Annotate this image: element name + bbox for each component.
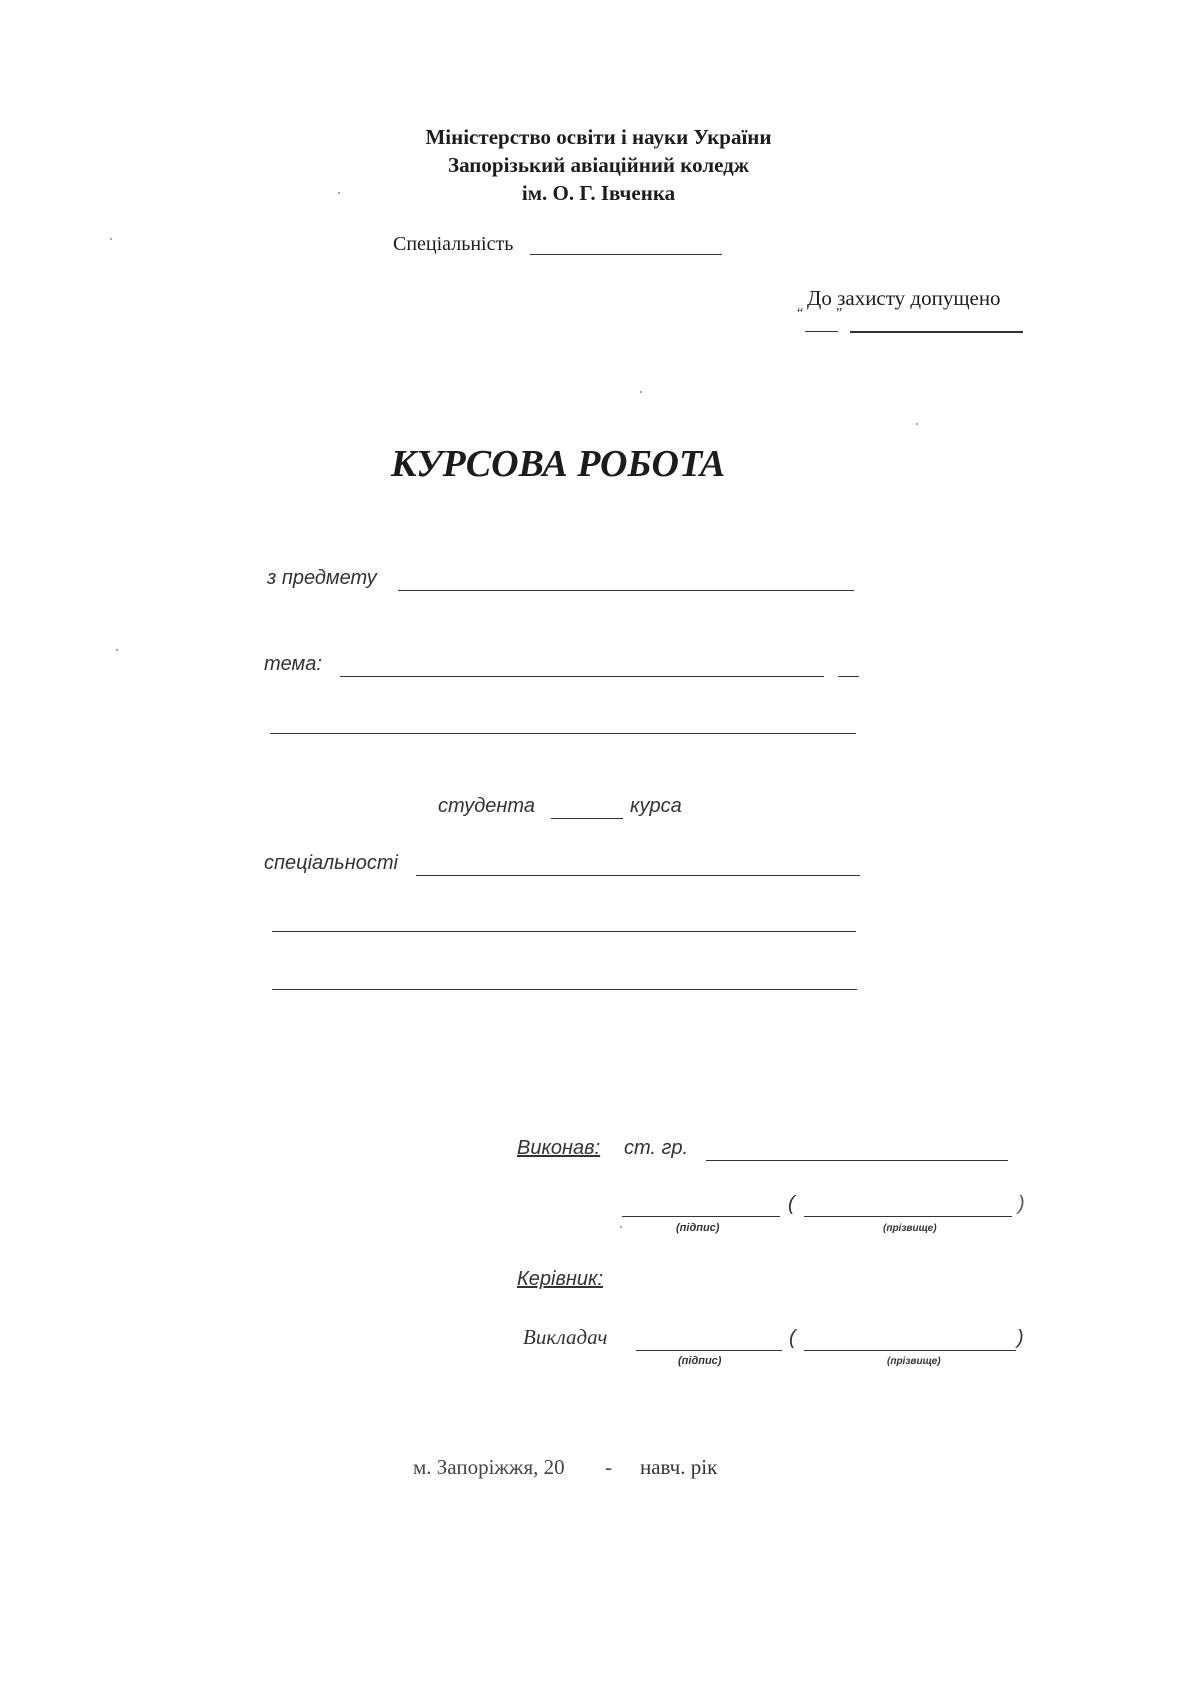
student-signature-caption: (підпис) <box>676 1222 720 1234</box>
specialty-label: Спеціальність <box>393 233 514 255</box>
footer-academic-year: навч. рік <box>640 1455 718 1479</box>
specialty-input-line[interactable] <box>530 254 722 255</box>
teacher-surname-caption: (прізвище) <box>887 1356 941 1367</box>
student-specialty-label: спеціальності <box>264 852 398 874</box>
admission-quote-close: ” <box>836 306 843 321</box>
group-input-line[interactable] <box>706 1160 1008 1161</box>
topic-label: тема: <box>264 653 322 675</box>
college-named-after: ім. О. Г. Івченка <box>521 181 676 205</box>
teacher-surname-line[interactable] <box>804 1350 1016 1351</box>
student-specialty-line-2[interactable] <box>272 931 856 932</box>
teacher-label: Викладач <box>523 1325 608 1349</box>
admission-quote-open: “ <box>797 306 804 321</box>
admission-label: До захисту допущено <box>807 286 1001 310</box>
footer-dash: - <box>605 1455 612 1479</box>
scan-speck <box>116 649 118 651</box>
admission-day-line[interactable] <box>805 331 838 332</box>
student-surname-line[interactable] <box>804 1216 1012 1217</box>
student-paren-open: ( <box>788 1193 795 1215</box>
teacher-paren-open: ( <box>789 1327 796 1349</box>
scan-speck <box>916 423 918 425</box>
student-specialty-line-3[interactable] <box>272 989 857 990</box>
footer-city-year: м. Запоріжжя, 20 <box>413 1455 565 1479</box>
teacher-signature-line[interactable] <box>636 1350 782 1351</box>
topic-input-line-end <box>838 676 859 677</box>
course-label: курса <box>630 795 682 817</box>
student-signature-line[interactable] <box>622 1216 780 1217</box>
group-label: ст. гр. <box>624 1137 689 1159</box>
scan-speck <box>620 1226 622 1228</box>
subject-label: з предмету <box>267 567 377 589</box>
scan-speck <box>338 192 340 194</box>
college-heading: Запорізький авіаційний коледж <box>448 153 749 177</box>
document-title: КУРСОВА РОБОТА <box>390 443 726 485</box>
topic-input-line[interactable] <box>340 676 824 677</box>
scan-speck <box>640 391 642 393</box>
supervisor-label: Керівник: <box>517 1268 604 1290</box>
student-surname-caption: (прізвище) <box>883 1223 937 1234</box>
subject-input-line[interactable] <box>398 590 854 591</box>
course-number-line[interactable] <box>551 818 623 819</box>
admission-date-line[interactable] <box>850 331 1023 333</box>
ministry-heading: Міністерство освіти і науки України <box>425 125 772 149</box>
student-specialty-line[interactable] <box>416 875 860 876</box>
student-paren-close: ) <box>1018 1193 1025 1215</box>
performed-by-label: Виконав: <box>517 1137 601 1159</box>
teacher-signature-caption: (підпис) <box>678 1355 722 1367</box>
student-label: студента <box>438 795 535 817</box>
scan-speck <box>110 238 112 240</box>
teacher-paren-close: ) <box>1017 1327 1024 1349</box>
topic-input-line-2[interactable] <box>270 733 856 734</box>
